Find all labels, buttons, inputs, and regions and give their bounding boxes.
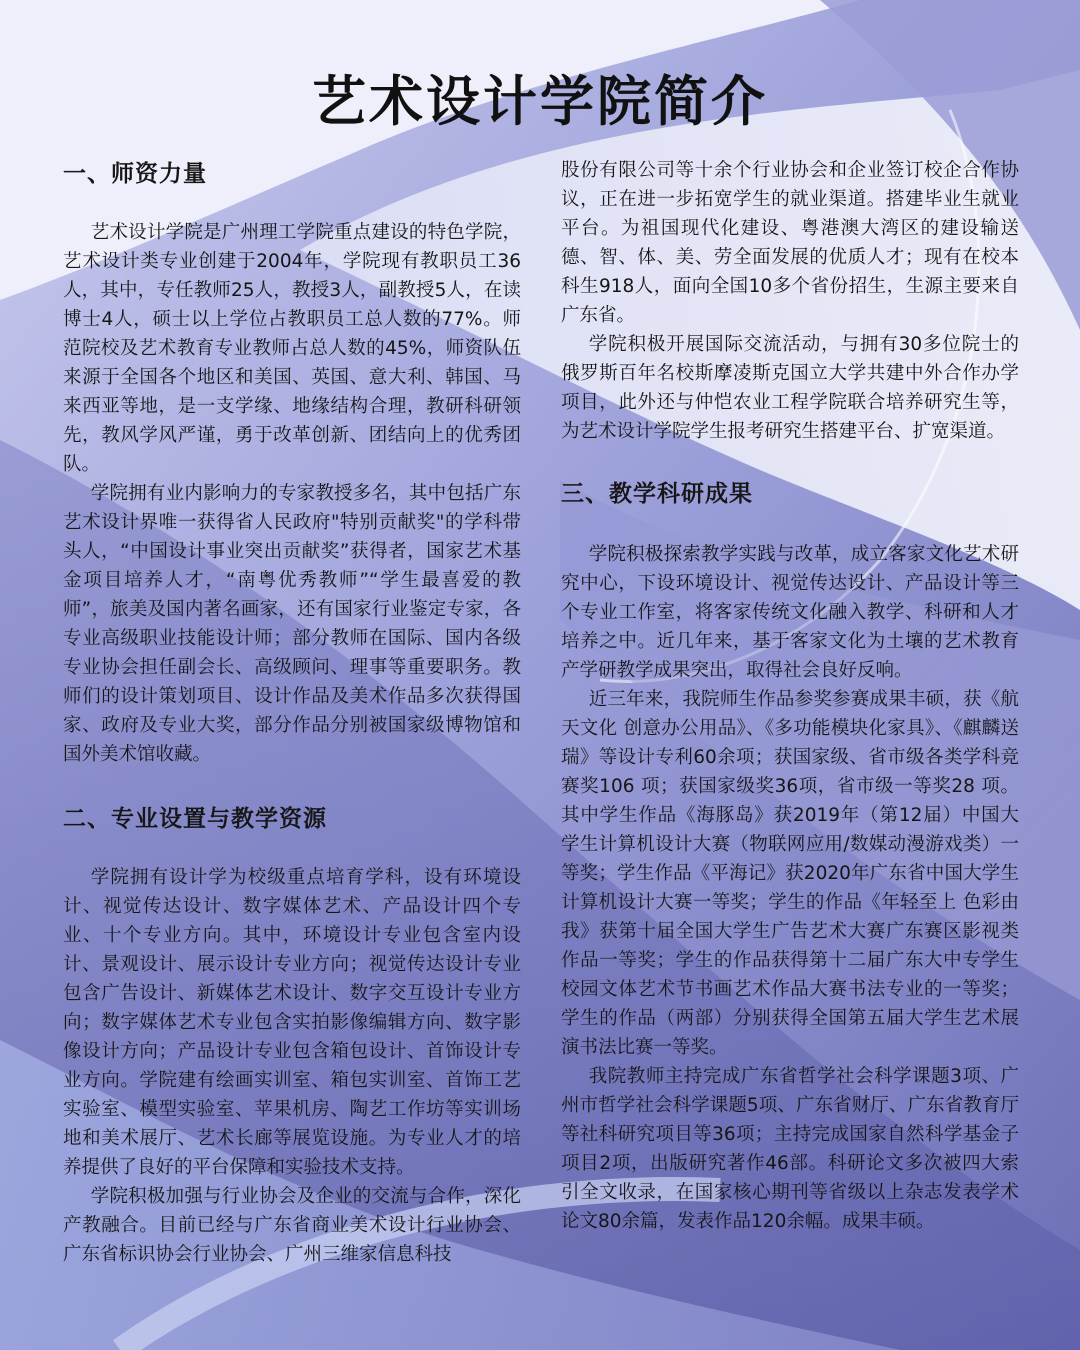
section-heading-research: 三、教学科研成果 <box>561 481 753 507</box>
section-heading-programs: 二、专业设置与教学资源 <box>63 806 327 832</box>
section-heading-faculty: 一、师资力量 <box>63 161 207 187</box>
page-title: 艺术设计学院简介 <box>312 70 768 133</box>
research-paragraph-1: 学院积极探索教学实践与改革，成立客家文化艺术研究中心，下设环境设计、视觉传达设计、产品设计等三个专业工作室，将客家传统文化融入教学、科研和人才培养之中。近几年来，基于客家文化为土壤的艺术教育产学研教学成果突出，取得社会良好反响。 <box>561 544 1019 681</box>
research-paragraph-2: 近三年来，我院师生作品参奖参赛成果丰硕，获《航天文化 创意办公用品》、《多功能模块化家具》、《麒麟送瑞》等设计专利60余项；获国家级、省市级各类学科竞赛奖106 项；获国家级奖36项，省市级一等奖28 项。其中学生作品《海豚岛》获2019年（第12届）中国大学生计算机设计大赛（物联网应用/数媒动漫游戏类）一等奖；学生作品《平海记》获2020年广东省中国大学生计算机设计大赛一等奖；学生的作品《年轻至上 色彩由我》获第十届全国大学生广告艺术大赛广东赛区影视类作品一等奖；学生的作品获得第十二届广东大中专学生校园文体艺术节书画艺术作品大赛书法专业的一等奖；学生的作品（两部）分别获得全国第五届大学生艺术展演书法比赛一等奖。 <box>561 689 1019 1058</box>
faculty-paragraph-1: 艺术设计学院是广州理工学院重点建设的特色学院，艺术设计类专业创建于2004年，学院现有教职员工36人，其中，专任教师25人，教授3人，副教授5人，在读博士4人，硕士以上学位占教职员工总人数的77%。师范院校及艺术教育专业教师占总人数的45%，师资队伍来源于全国各个地区和美国、英国、意大利、韩国、马来西亚等地，是一支学缘、地缘结构合理，教研科研领先，教风学风严谨，勇于改革创新、团结向上的优秀团队。 <box>63 222 521 475</box>
programs-paragraph-2: 学院积极加强与行业协会及企业的交流与合作，深化产教融合。目前已经与广东省商业美术设计行业协会、广东省标识协会行业协会、广州三维家信息科技 <box>63 1186 521 1265</box>
research-paragraph-3: 我院教师主持完成广东省哲学社会科学课题3项、广州市哲学社会科学课题5项、广东省财厅、广东省教育厅等社科研究项目等36项；主持完成国家自然科学基金子项目2项，出版研究著作46部。科研论文多次被四大索引全文收录，在国家核心期刊等省级以上杂志发表学术论文80余篇，发表作品120余幅。成果丰硕。 <box>561 1066 1019 1232</box>
right-column <box>561 156 1019 1236</box>
programs-paragraph-3: 学院积极开展国际交流活动，与拥有30多位院士的俄罗斯百年名校斯摩凌斯克国立大学共建中外合作办学项目，此外还与仲恺农业工程学院联合培养研究生等，为艺术设计学院学生报考研究生搭建平台、扩宽渠道。 <box>561 334 1019 442</box>
programs-paragraph-1: 学院拥有设计学为校级重点培育学科，设有环境设计、视觉传达设计、数字媒体艺术、产品设计四个专业、十个专业方向。其中，环境设计专业包含室内设计、景观设计、展示设计专业方向；视觉传达设计专业包含广告设计、新媒体艺术设计、数字交互设计专业方向；数字媒体艺术专业包含实拍影像编辑方向、数字影像设计方向；产品设计专业包含箱包设计、首饰设计专业方向。学院建有绘画实训室、箱包实训室、首饰工艺实验室、模型实验室、苹果机房、陶艺工作坊等实训场地和美术展厅、艺术长廊等展览设施。为专业人才的培养提供了良好的平台保障和实验技术支持。 <box>63 867 521 1178</box>
faculty-paragraph-2: 学院拥有业内影响力的专家教授多名，其中包括广东艺术设计界唯一获得省人民政府"特别贡献奖"的学科带头人，“中国设计事业突出贡献奖”获得者，国家艺术基金项目培养人才，“南粤优秀教师”“学生最喜爱的教师”，旅美及国内著名画家，还有国家行业鉴定专家，各专业高级职业技能设计师；部分教师在国际、国内各级专业协会担任副会长、高级顾问、理事等重要职务。教师们的设计策划项目、设计作品及美术作品多次获得国家、政府及专业大奖，部分作品分别被国家级博物馆和国外美术馆收藏。 <box>63 483 521 765</box>
programs-paragraph-2-continued: 股份有限公司等十余个行业协会和企业签订校企合作协议，正在进一步拓宽学生的就业渠道。搭建毕业生就业平台。为祖国现代化建设、粤港澳大湾区的建设输送德、智、体、美、劳全面发展的优质人才；现有在校本科生918人，面向全国10多个省份招生，生源主要来自广东省。 <box>561 160 1019 326</box>
left-column <box>63 156 521 1269</box>
